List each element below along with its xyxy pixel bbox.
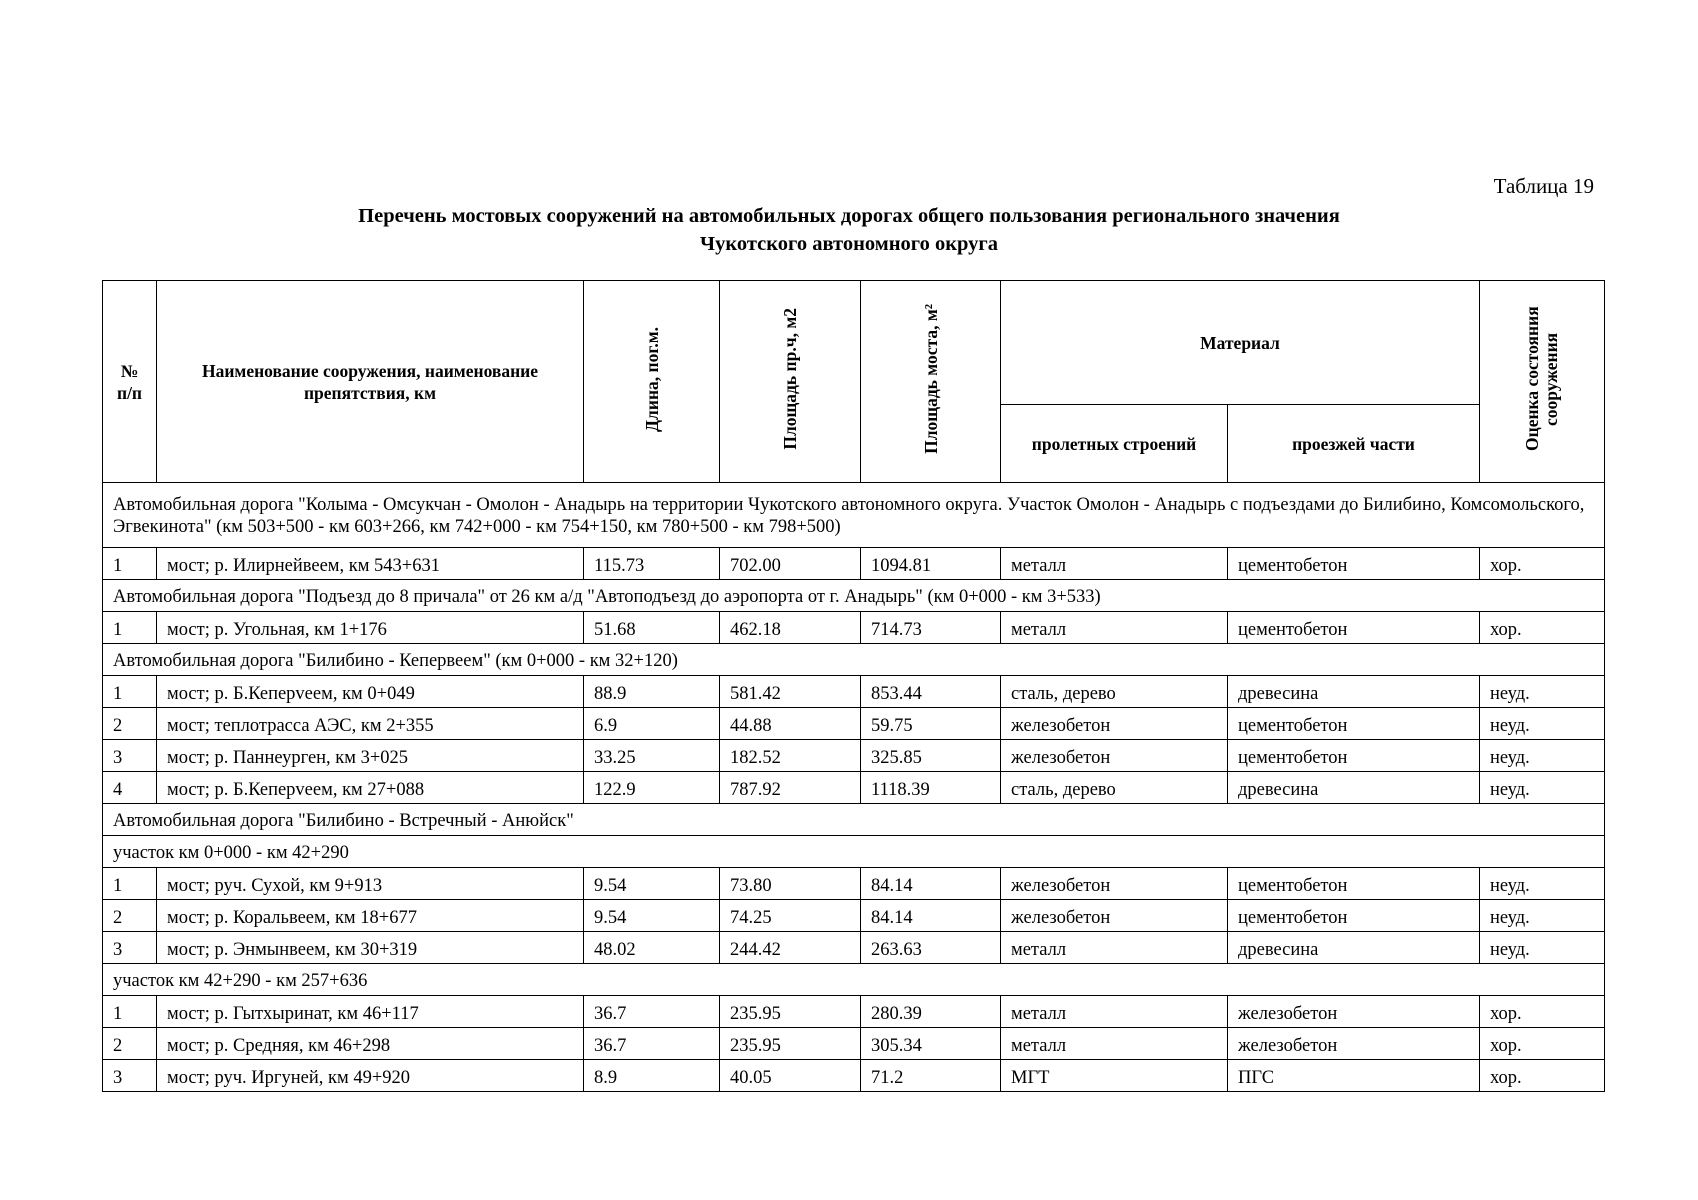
cell-roadway: цементобетон [1228,548,1480,580]
cell-length: 9.54 [584,868,720,900]
table-row [103,708,1605,740]
cell-condition: неуд. [1480,868,1605,900]
header-area-roadway-text: Площадь пр.ч, м2 [780,308,800,450]
cell-name: мост; руч. Сухой, км 9+913 [157,868,584,900]
cell-area-bridge: 84.14 [861,900,1001,932]
cell-num: 3 [103,932,157,964]
cell-condition: хор. [1480,1028,1605,1060]
header-length-text: Длина, пог.м. [641,326,662,432]
cell-condition: неуд. [1480,772,1605,804]
cell-name: мост; р. Б.Кеперveем, км 27+088 [157,772,584,804]
cell-area-bridge: 263.63 [861,932,1001,964]
table-row [103,548,1605,580]
header-row-1 [103,281,1605,405]
road-group-title: Автомобильная дорога "Билибино - Кепервеем" (км 0+000 - км 32+120) [103,644,1605,676]
cell-length: 36.7 [584,996,720,1028]
cell-spans: железобетон [1001,740,1228,772]
cell-area-roadway: 44.88 [720,708,861,740]
table-number-label: Таблица 19 [1493,174,1594,198]
cell-area-roadway: 235.95 [720,996,861,1028]
header-material-roadway: проезжей части [1228,405,1480,483]
cell-length: 48.02 [584,932,720,964]
cell-name: мост; руч. Иргуней, км 49+920 [157,1060,584,1092]
cell-condition: неуд. [1480,708,1605,740]
road-group-title: Автомобильная дорога "Билибино - Встречный - Анюйск" [103,804,1605,836]
cell-area-bridge: 1118.39 [861,772,1001,804]
table-row [103,740,1605,772]
cell-area-roadway: 787.92 [720,772,861,804]
header-condition [1480,281,1605,483]
road-group-row [103,483,1605,548]
cell-roadway: древесина [1228,772,1480,804]
cell-spans: металл [1001,996,1228,1028]
cell-roadway: железобетон [1228,996,1480,1028]
cell-condition: неуд. [1480,676,1605,708]
cell-length: 115.73 [584,548,720,580]
cell-spans: железобетон [1001,708,1228,740]
cell-condition: хор. [1480,1060,1605,1092]
table-row [103,996,1605,1028]
header-material-spans: пролетных строений [1001,405,1228,483]
cell-area-bridge: 325.85 [861,740,1001,772]
cell-length: 6.9 [584,708,720,740]
header-area-roadway [720,281,861,483]
cell-num: 2 [103,900,157,932]
road-group-row [103,836,1605,868]
cell-area-roadway: 40.05 [720,1060,861,1092]
road-group-title: участок км 0+000 - км 42+290 [103,836,1605,868]
cell-roadway: цементобетон [1228,612,1480,644]
table-row [103,676,1605,708]
header-length [584,281,720,483]
cell-area-bridge: 280.39 [861,996,1001,1028]
cell-roadway: цементобетон [1228,708,1480,740]
cell-num: 2 [103,1028,157,1060]
document-title-line-2: Чукотского автономного округа [700,233,998,255]
cell-roadway: ПГС [1228,1060,1480,1092]
road-group-row [103,644,1605,676]
table-row [103,612,1605,644]
table-row [103,868,1605,900]
cell-roadway: цементобетон [1228,868,1480,900]
cell-condition: неуд. [1480,740,1605,772]
cell-roadway: железобетон [1228,1028,1480,1060]
cell-roadway: цементобетон [1228,900,1480,932]
road-group-title: Автомобильная дорога "Колыма - Омсукчан - Омолон - Анадырь на территории Чукотского автономного округа. Участок Омолон - Анадырь с подъездами до Билибино, Комсомольского, Эгвекинота" (км 503+500 - км 603+266, км 742+000 - км 754+150, км 780+500 - км 798+500) [103,483,1605,548]
header-area-bridge [861,281,1001,483]
road-group-row [103,964,1605,996]
cell-roadway: цементобетон [1228,740,1480,772]
cell-name: мост; теплотрасса АЭС, км 2+355 [157,708,584,740]
cell-name: мост; р. Б.Кеперveем, км 0+049 [157,676,584,708]
header-num [103,281,157,483]
cell-condition: неуд. [1480,932,1605,964]
cell-area-bridge: 714.73 [861,612,1001,644]
cell-num: 1 [103,868,157,900]
cell-condition: хор. [1480,548,1605,580]
cell-area-roadway: 73.80 [720,868,861,900]
table-row [103,1060,1605,1092]
road-group-row [103,580,1605,612]
cell-name: мост; р. Коральвеем, км 18+677 [157,900,584,932]
cell-length: 9.54 [584,900,720,932]
cell-spans: МГТ [1001,1060,1228,1092]
table-row [103,932,1605,964]
cell-num: 3 [103,740,157,772]
cell-length: 33.25 [584,740,720,772]
cell-area-roadway: 235.95 [720,1028,861,1060]
cell-roadway: древесина [1228,932,1480,964]
cell-area-roadway: 244.42 [720,932,861,964]
cell-area-roadway: 74.25 [720,900,861,932]
cell-num: 4 [103,772,157,804]
cell-condition: хор. [1480,612,1605,644]
header-num-line-1: № [120,360,139,381]
cell-area-roadway: 702.00 [720,548,861,580]
cell-spans: сталь, дерево [1001,676,1228,708]
table-body [103,483,1605,1092]
cell-condition: неуд. [1480,900,1605,932]
cell-length: 51.68 [584,612,720,644]
cell-num: 1 [103,996,157,1028]
cell-length: 36.7 [584,1028,720,1060]
table-row [103,1028,1605,1060]
cell-spans: металл [1001,612,1228,644]
cell-name: мост; р. Паннеурген, км 3+025 [157,740,584,772]
cell-area-bridge: 84.14 [861,868,1001,900]
header-area-bridge-text: Площадь моста, м² [920,304,941,454]
cell-spans: металл [1001,548,1228,580]
table-row [103,900,1605,932]
cell-spans: железобетон [1001,868,1228,900]
header-condition-text: Оценка состояния сооружения [1522,306,1561,452]
header-material: Материал [1001,281,1480,405]
cell-length: 8.9 [584,1060,720,1092]
cell-num: 1 [103,548,157,580]
cell-spans: металл [1001,932,1228,964]
cell-num: 2 [103,708,157,740]
cell-condition: хор. [1480,996,1605,1028]
cell-roadway: древесина [1228,676,1480,708]
cell-area-roadway: 581.42 [720,676,861,708]
document-title-line-1: Перечень мостовых сооружений на автомобильных дорогах общего пользования регионального значения [358,205,1340,227]
road-group-row [103,804,1605,836]
cell-num: 1 [103,612,157,644]
road-group-title: Автомобильная дорога "Подъезд до 8 причала" от 26 км а/д "Автоподъезд до аэропорта от г. Анадырь" (км 0+000 - км 3+533) [103,580,1605,612]
cell-num: 1 [103,676,157,708]
cell-area-bridge: 305.34 [861,1028,1001,1060]
bridges-table [102,280,1605,1092]
cell-area-bridge: 59.75 [861,708,1001,740]
cell-spans: сталь, дерево [1001,772,1228,804]
cell-name: мост; р. Гытхыринат, км 46+117 [157,996,584,1028]
cell-spans: железобетон [1001,900,1228,932]
cell-name: мост; р. Энмынвеем, км 30+319 [157,932,584,964]
cell-name: мост; р. Угольная, км 1+176 [157,612,584,644]
cell-area-bridge: 71.2 [861,1060,1001,1092]
cell-area-bridge: 1094.81 [861,548,1001,580]
cell-spans: металл [1001,1028,1228,1060]
cell-length: 122.9 [584,772,720,804]
document-title [0,202,1698,258]
cell-area-bridge: 853.44 [861,676,1001,708]
cell-name: мост; р. Средняя, км 46+298 [157,1028,584,1060]
cell-num: 3 [103,1060,157,1092]
cell-name: мост; р. Илирнейвеем, км 543+631 [157,548,584,580]
cell-area-roadway: 462.18 [720,612,861,644]
cell-area-roadway: 182.52 [720,740,861,772]
header-name: Наименование сооружения, наименование препятствия, км [157,281,584,483]
road-group-title: участок км 42+290 - км 257+636 [103,964,1605,996]
table-row [103,772,1605,804]
header-num-line-2: п/п [116,382,143,403]
cell-length: 88.9 [584,676,720,708]
